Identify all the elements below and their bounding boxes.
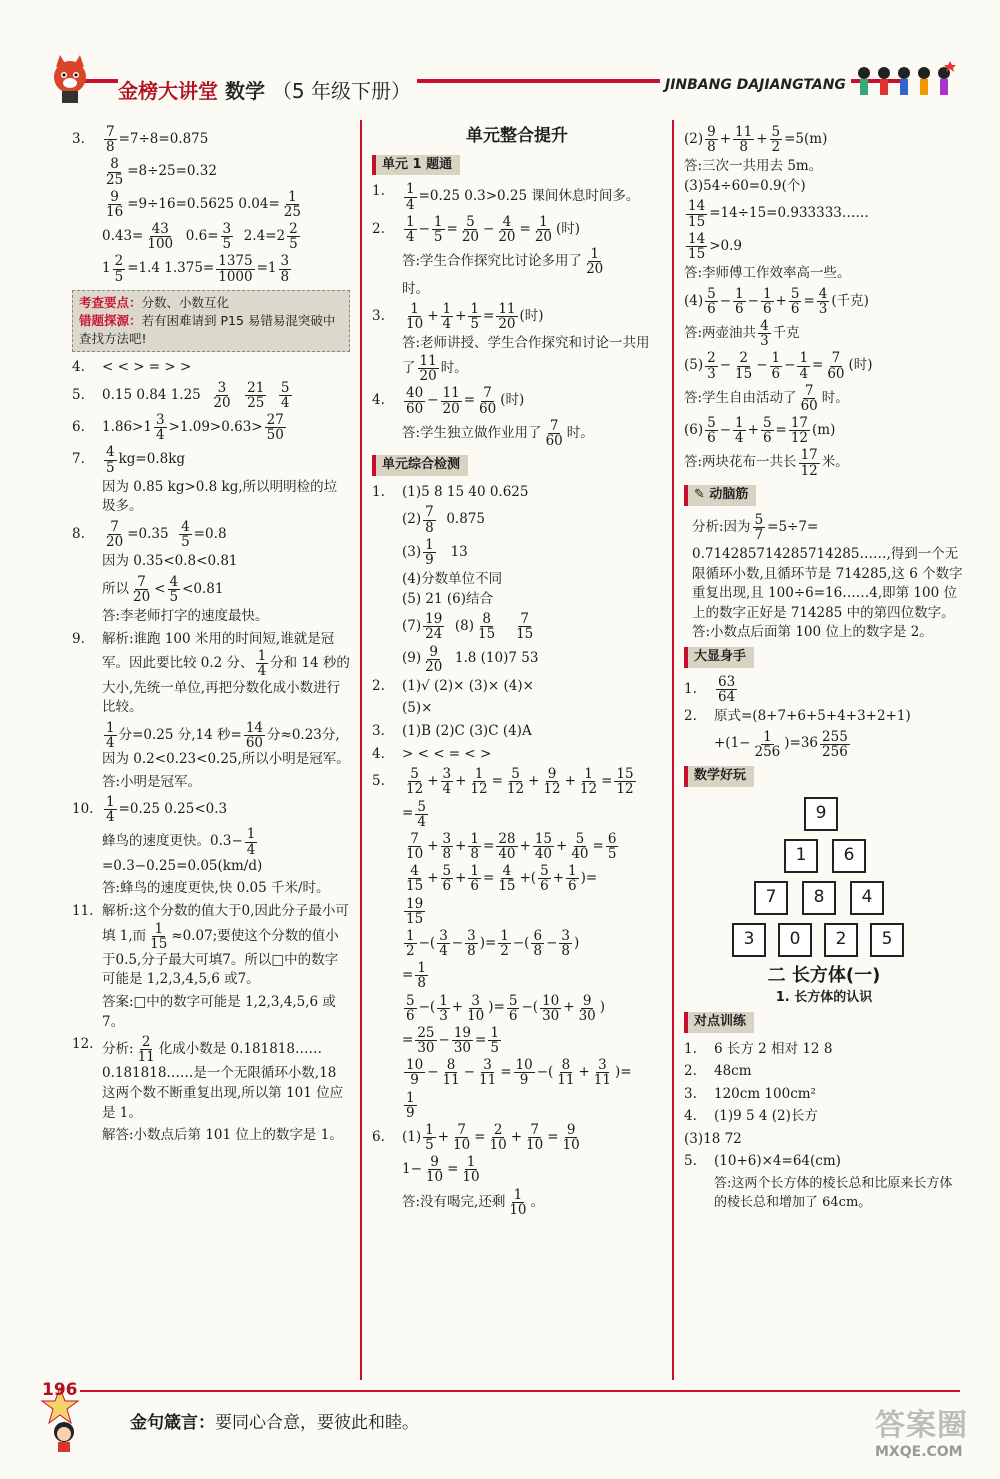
answer-text: 答:李老师打字的速度最快。 [102, 608, 269, 625]
train-answer-5 [684, 1152, 964, 1172]
pyramid-cell: 4 [850, 881, 884, 915]
train-answer-2 [684, 1062, 964, 1082]
answer-4 [72, 358, 350, 378]
item-number: 2. [372, 220, 385, 237]
unit-answer-2: 2. $\frac{1}{4}$ − $\frac{1}{5}$ = $\frac{5}{20}$ − $\frac{4}{20}$ = $\frac{1}{20}$ (时) [372, 213, 581, 245]
answer-text: =0.35 [127, 525, 169, 542]
test-answer-5: 5. $\frac{5}{12}$ + $\frac{3}{4}$ + $\frac{1}{12}$ = $\frac{5}{12}$ + $\frac{9}{12}$ + $\frac{1}{12}$ = $\frac{15}{12}$ [372, 766, 634, 798]
answer-text: 0.43= [102, 227, 144, 244]
answer-line: (5) $\frac{2}{3}$ − $\frac{2}{15}$ − $\frac{1}{6}$ − $\frac{1}{4}$ = $\frac{7}{60}$ (时) [684, 350, 873, 382]
answer-text: 因为 0.35<0.8<0.81 [102, 553, 238, 570]
answer-text: 0.6= [185, 227, 219, 244]
item-number: 6. [72, 418, 85, 435]
item-number: 4. [72, 359, 85, 376]
answer-text: 答:学生自由活动了 [684, 389, 797, 406]
kids-illustration-icon [852, 59, 957, 99]
footer-rule [80, 1390, 960, 1392]
answer-text: (3)18 72 [684, 1130, 742, 1147]
answer-5: 5. 0.15 0.84 1.25 $\frac{3}{20}$ $\frac{21}{25}$ $\frac{5}{4}$ [72, 379, 290, 411]
test-answer-2 [372, 677, 662, 697]
answer-text: 化成小数是 0.181818……0.181818……是一个无限循环小数,18 这两个数不断重复出现,所以第 101 位应是 1。 [102, 1041, 344, 1121]
tip-text: 若有困难请到 P15 易错易混突破中查找方法吧! [79, 312, 336, 346]
item-number: 10. [72, 801, 94, 818]
answer-text: 答:小明是冠军。 [102, 773, 202, 790]
pyramid-cell: 5 [870, 923, 904, 957]
answer-text: 答案:□中的数字可能是 1,2,3,4,5,6 或 7。 [102, 993, 336, 1030]
answer-text: 时。 [402, 280, 429, 297]
item-number: 6. [372, 1128, 385, 1145]
test-answer-4 [372, 745, 662, 765]
page-footer [40, 1380, 960, 1450]
answer-text: =9÷16=0.5625 0.04= [127, 195, 280, 212]
answer-8: 8. $\frac{7}{20}$ =0.35 $\frac{4}{5}$ =0.8 [72, 518, 227, 550]
subject-name: 数学 [224, 79, 265, 103]
answer-text: 千克 [772, 324, 800, 341]
item-number: 11. [72, 902, 94, 919]
lesson-title: 1. 长方体的认识 [775, 989, 873, 1005]
item-number: 12. [72, 1036, 94, 1053]
answer-text: =5÷7= [767, 518, 819, 535]
answer-line: = $\frac{5}{4}$ [402, 798, 426, 830]
watermark-url: MXQE.COM [875, 1444, 963, 1460]
answer-text: =0.25 0.3>0.25 课间休息时间多。 [418, 188, 640, 205]
answer-text: 解析:谁跑 100 米用的时间短,谁就是冠军。因此要比较 0.2 分、 [102, 630, 335, 672]
motto-text: 要同心合意，要彼此和睦。 [215, 1413, 419, 1433]
answer-line: 分析:因为 $\frac{5}{7}$ =5÷7= [692, 511, 819, 543]
train-answer-4 [684, 1107, 964, 1127]
answer-text: 答:学生合作探究比讨论多用了 [402, 253, 583, 270]
answer-text: (10+6)×4=64(cm) [714, 1153, 841, 1170]
answer-line: $\frac{5}{6}$ −( $\frac{1}{3}$ + $\frac{3}{10}$ )= $\frac{5}{6}$ −( $\frac{10}{30}$ + $\frac{9}{30}$ ) [406, 992, 606, 1024]
answer-line: 答:学生独立做作业用了 $\frac{7}{60}$ 时。 [402, 417, 594, 449]
item-number: 5. [684, 1153, 697, 1170]
answer-line: 0.43= $\frac{43}{100}$ 0.6= $\frac{3}{5}$ 2.4=2 $\frac{2}{5}$ [102, 221, 298, 253]
answer-line: $\frac{10}{9}$ − $\frac{8}{11}$ − $\frac{3}{11}$ = $\frac{10}{9}$ −( $\frac{8}{11}$ + $\frac{3}{11}$ )= [406, 1057, 632, 1089]
section-header [684, 485, 756, 506]
brand-name: 金榜大讲堂 [118, 79, 218, 103]
answer-line: 答:学生自由活动了 $\frac{7}{60}$ 时。 [684, 382, 849, 414]
item-number: 2. [684, 1063, 697, 1080]
motto [130, 1408, 419, 1433]
item-number: 5. [72, 386, 85, 403]
answer-text: > < < = < > [402, 745, 492, 762]
answer-line: +(1− $\frac{1}{256}$ )=36 $\frac{255}{256}$ [714, 728, 848, 760]
answer-text: 答:李师傅工作效率高一些。 [684, 265, 851, 282]
answer-text: 答:老师讲授、学生合作探究和讨论一共用了 [402, 335, 650, 377]
answer-line: $\frac{4}{15}$ + $\frac{5}{6}$ + $\frac{1}{6}$ = $\frac{4}{15}$ +( $\frac{5}{6}$ + $\frac{1}{6}$ )= [406, 863, 598, 895]
answer-line: 答:没有喝完,还剩 $\frac{1}{10}$ 。 [402, 1186, 545, 1218]
answer-line: (7) $\frac{19}{24}$ (8) $\frac{8}{15}$ $\frac{7}{15}$ [402, 611, 534, 643]
answer-text: (时) [556, 221, 581, 237]
tip-box [72, 290, 350, 352]
answer-text: (4)分数单位不同 [402, 571, 503, 588]
item-number: 8. [72, 525, 85, 542]
show-answer-2 [684, 707, 964, 727]
column-middle [372, 122, 662, 1220]
girl-avatar-icon [46, 1418, 82, 1454]
show-answer-1: 1. $\frac{63}{64}$ [684, 673, 736, 705]
answer-text: ≈0.07;要使这个分数的值小于0.5,分子最大可填7。所以□中的数字可能是 1,2,3,4,5,6 或7。 [102, 927, 339, 988]
answer-text: (5) 21 (6)结合 [402, 590, 494, 607]
answer-text: 13 [450, 543, 468, 560]
answer-text: =7÷8=0.875 [118, 131, 209, 148]
test-answer-6: 6. (1) $\frac{1}{5}$ + $\frac{7}{10}$ = $\frac{2}{10}$ + $\frac{7}{10}$ = $\frac{9}{10}$ [372, 1121, 580, 1154]
answer-line: 答:老师讲授、学生合作探究和讨论一共用了 $\frac{11}{20}$ 时。 [402, 335, 650, 385]
train-answer-1 [684, 1040, 964, 1060]
answer-line: $\frac{14}{15}$ =14÷15=0.933333…… [688, 198, 869, 230]
answer-9: 9. 解析:谁跑 100 米用的时间短,谁就是冠军。因此要比较 0.2 分、 $\frac{1}{4}$ 分和 14 秒的大小,先统一单位,再把分数化成小数进行比较。 [72, 630, 350, 716]
answer-line: (4) $\frac{5}{6}$ − $\frac{1}{6}$ − $\frac{1}{6}$ + $\frac{5}{6}$ = $\frac{4}{3}$ (千克) [684, 285, 869, 317]
column-divider [672, 120, 674, 1380]
answer-text: =1.4 1.375= [127, 260, 215, 277]
item-number: 9. [72, 630, 85, 647]
item-number: 4. [372, 392, 385, 409]
page-header [40, 55, 960, 105]
answer-text: =0.8 [193, 525, 227, 542]
answer-line: $\frac{19}{15}$ [406, 895, 424, 927]
answer-text: 答:小数点后面第 100 位上的数字是 2。 [692, 624, 933, 641]
answer-text: >1.09>0.63> [168, 419, 263, 436]
tip-text: 分数、小数互化 [141, 294, 230, 310]
answer-line: $\frac{14}{15}$ >0.9 [688, 230, 742, 262]
answer-text: 答:没有喝完,还剩 [402, 1193, 506, 1210]
answer-text: 分=0.25 分,14 秒= [118, 726, 242, 743]
column-right [684, 122, 964, 1213]
answer-text: 时。 [566, 424, 594, 441]
pyramid-cell: 6 [832, 839, 866, 873]
answer-text: 因为 0.85 kg>0.8 kg,所以明明检的垃圾多。 [102, 478, 338, 515]
header-english: JINBANG DAJIANGTANG [660, 77, 851, 93]
answer-text: 分析: [102, 1041, 134, 1058]
pyramid-cell: 2 [824, 923, 858, 957]
answer-line: $\frac{1}{2}$ −( $\frac{3}{4}$ − $\frac{3}{8}$ )= $\frac{1}{2}$ −( $\frac{6}{8}$ − $\frac{3}{8}$ ) [406, 927, 580, 960]
answer-text: 时。 [821, 389, 849, 406]
answer-text: 答:两块花布一共长 [684, 454, 797, 471]
answer-line: $\frac{1}{9}$ [406, 1089, 415, 1121]
answer-text: 1.8 (10)7 53 [454, 650, 539, 667]
answer-text: < < > = > > [102, 359, 192, 376]
item-number: 5. [372, 773, 385, 790]
answer-text: 0.875 [446, 511, 485, 528]
answer-line: 所以 $\frac{7}{20}$ < $\frac{4}{5}$ <0.81 [102, 573, 224, 605]
answer-line: $\frac{1}{4}$ 分=0.25 分,14 秒= $\frac{14}{60}$ 分≈0.23分,因为 0.2<0.23<0.25,所以小明是冠军。 [102, 719, 350, 767]
answer-text: (时) [500, 392, 525, 409]
item-number: 3. [372, 723, 385, 740]
grade-label: （5 年级下册） [271, 79, 412, 103]
answer-line: $\frac{9}{16}$ =9÷16=0.5625 0.04= $\frac{1}{25}$ [106, 188, 301, 220]
column-left [72, 122, 350, 1146]
answer-text: 答:蜂鸟的速度更快,快 0.05 千米/时。 [102, 880, 330, 897]
answer-text: (1)5 8 15 40 0.625 [402, 483, 529, 500]
tip-label: 错题探源： [79, 312, 142, 328]
tip-label: 考查要点： [79, 294, 142, 310]
answer-text: (时) [848, 357, 873, 374]
page-number: 196 [42, 1380, 78, 1400]
item-number: 7. [72, 451, 85, 468]
number-pyramid [684, 797, 964, 957]
answer-text: >0.9 [709, 237, 742, 254]
answer-text: 0.15 0.84 1.25 [102, 386, 201, 403]
answer-text: kg=0.8kg [118, 451, 186, 468]
answer-line: (6) $\frac{5}{6}$ − $\frac{1}{4}$ + $\frac{5}{6}$ = $\frac{17}{12}$ (m) [684, 415, 836, 447]
item-number: 3. [684, 1085, 697, 1102]
answer-text: (1)√ (2)× (3)× (4)× [402, 677, 534, 694]
answer-line: (2) $\frac{7}{8}$ 0.875 [402, 504, 485, 536]
answer-text: (时) [519, 308, 544, 325]
answer-text: 1.86>1 [102, 419, 152, 436]
pyramid-cell: 1 [784, 839, 818, 873]
unit-answer-3: 3. $\frac{1}{10}$ + $\frac{1}{4}$ + $\frac{1}{5}$ = $\frac{11}{20}$ (时) [372, 301, 544, 333]
answer-text: (5)× [402, 700, 433, 717]
pyramid-cell: 0 [778, 923, 812, 957]
item-number: 4. [372, 745, 385, 762]
answer-line: $\frac{8}{25}$ =8÷25=0.32 [106, 156, 217, 188]
answer-line: (2) $\frac{9}{8}$ + $\frac{11}{8}$ + $\frac{5}{2}$ =5(m) [684, 124, 828, 156]
answer-text: 分≈0.23分,因为 0.2<0.23<0.25,所以小明是冠军。 [102, 726, 350, 767]
answer-10: 10. $\frac{1}{4}$ =0.25 0.25<0.3 [72, 794, 228, 826]
answer-text: +(1− [714, 735, 751, 752]
answer-text: (1)B (2)C (3)C (4)A [402, 723, 532, 740]
motto-label: 金句箴言： [130, 1413, 215, 1433]
answer-line: 蜂鸟的速度更快。0.3− $\frac{1}{4}$ =0.3−0.25=0.05(km/d) [102, 826, 263, 874]
section-title: 单元整合提升 [466, 126, 568, 146]
unit-answer-4: 4. $\frac{40}{60}$ − $\frac{11}{20}$ = $\frac{7}{60}$ (时) [372, 385, 525, 417]
answer-text: =0.25 0.25<0.3 [118, 801, 228, 818]
unit-answer-1: 1. $\frac{1}{4}$ =0.25 0.3>0.25 课间休息时间多。 [372, 181, 640, 213]
answer-line: 答:学生合作探究比讨论多用了 $\frac{1}{20}$ [402, 246, 604, 278]
watermark [875, 1400, 968, 1460]
item-number: 1. [684, 680, 697, 697]
item-number: 3. [72, 130, 85, 147]
section-header: 数学好玩 [684, 766, 754, 787]
answer-line: 1− $\frac{9}{10}$ = $\frac{1}{10}$ [402, 1154, 480, 1186]
pyramid-cell: 8 [802, 881, 836, 915]
answer-line: (9) $\frac{9}{20}$ 1.8 (10)7 53 [402, 643, 539, 675]
train-answer-3 [684, 1085, 964, 1105]
answer-11: 11. 解析:这个分数的值大于0,因此分子最小可填 1,而 $\frac{1}{15}$ ≈0.07;要使这个分数的值小于0.5,分子最大可填7。所以□中的数字可能是 1,2,3,4,5,6 或7。 [72, 902, 349, 988]
answer-text: 6 长方 2 相对 12 8 [714, 1040, 833, 1057]
item-number: 1. [372, 483, 385, 500]
answer-line: 1 $\frac{2}{5}$ =1.4 1.375= $\frac{1375}{1000}$ =1 $\frac{3}{8}$ [102, 253, 290, 285]
section-header: 单元 1 题通 [372, 155, 460, 176]
answer-text: 原式=(8+7+6+5+4+3+2+1) [714, 707, 911, 724]
test-answer-3 [372, 722, 662, 742]
answer-text: =5(m) [784, 130, 828, 147]
answer-6: 6. 1.86>1 $\frac{3}{4}$ >1.09>0.63> $\frac{27}{50}$ [72, 412, 284, 444]
section-label: 动脑筋 [709, 486, 749, 502]
answer-12: 12. 分析: $\frac{2}{11}$ 化成小数是 0.181818……0.181818……是一个无限循环小数,18 这两个数不断重复出现,所以第 101 位应是 1。 [72, 1034, 344, 1121]
answer-text: =14÷15=0.933333…… [709, 205, 869, 222]
item-number: 2. [372, 677, 385, 694]
watermark-logo: 答案圈 [875, 1408, 968, 1443]
pyramid-cell: 9 [804, 797, 838, 831]
answer-text: 48cm [714, 1063, 752, 1080]
answer-text: 米。 [821, 454, 849, 471]
chapter-title: 二 长方体(一) [767, 964, 881, 986]
answer-text: =8÷25=0.32 [127, 163, 217, 180]
answer-text: 时。 [440, 360, 468, 377]
answer-text: 120cm 100cm² [714, 1085, 816, 1102]
answer-text: 答:两壶油共 [684, 324, 757, 341]
answer-text: 答:学生独立做作业用了 [402, 424, 542, 441]
answer-text: )=36 [784, 735, 819, 752]
item-number: 1. [684, 1040, 697, 1057]
answer-text: 所以 [102, 580, 129, 597]
item-number: 4. [684, 1108, 697, 1125]
answer-text: 2.4=2 [243, 227, 286, 244]
answer-line: 答:两块花布一共长 $\frac{17}{12}$ 米。 [684, 447, 849, 479]
section-header: 大显身手 [684, 647, 754, 668]
answer-text: 0.714285714285714285……,得到一个无限循环小数,且循环节是 714285,这 6 个数字重复出现,且 100÷6=16……4,即第 100 位上的数字正好是 714285 中的第四位数字。 [692, 545, 963, 621]
answer-line: = $\frac{25}{30}$ − $\frac{19}{30}$ = $\frac{1}{5}$ [402, 1024, 499, 1057]
fox-mascot-icon [40, 55, 100, 105]
answer-text: <0.81 [182, 580, 224, 597]
section-header: 单元综合检测 [372, 455, 468, 476]
answer-text: (3)54÷60=0.9(个) [684, 177, 806, 194]
answer-text: 答:三次一共用去 5m。 [684, 158, 823, 175]
test-answer-1 [372, 483, 662, 503]
answer-7: 7. $\frac{4}{5}$ kg=0.8kg [72, 444, 186, 476]
lightbulb-icon: ✎ [694, 486, 710, 502]
pyramid-cell: 7 [754, 881, 788, 915]
answer-line: = $\frac{1}{8}$ [402, 960, 426, 992]
answer-text: 分析:因为 [692, 518, 751, 535]
item-number: 1. [372, 183, 385, 200]
column-divider [360, 120, 362, 1380]
answer-text: (千克) [831, 292, 869, 309]
answer-line: (3) $\frac{1}{9}$ 13 [402, 536, 468, 568]
header-title [118, 75, 417, 104]
answer-3: 3. $\frac{7}{8}$ =7÷8=0.875 [72, 124, 209, 156]
answer-text: 蜂鸟的速度更快。0.3− [102, 833, 243, 850]
answer-text: 分和 14 秒的大小,先统一单位,再把分数化成小数进行比较。 [102, 655, 350, 716]
item-number: 2. [684, 707, 697, 724]
answer-text: =0.3−0.25=0.05(km/d) [102, 857, 263, 874]
answer-line: $\frac{7}{10}$ + $\frac{3}{8}$ + $\frac{1}{8}$ = $\frac{28}{40}$ + $\frac{15}{40}$ + $\frac{5}{40}$ = $\frac{6}{5}$ [406, 830, 617, 863]
section-header: 对点训练 [684, 1012, 754, 1033]
answer-line: 答:两壶油共 $\frac{4}{3}$ 千克 [684, 318, 800, 350]
answer-text: 解析:这个分数的值大于0,因此分子最小可填 1,而 [102, 902, 349, 944]
answer-text: (1)9 5 4 (2)长方 [714, 1108, 818, 1125]
item-number: 3. [372, 307, 385, 324]
answer-text: =1 [256, 260, 277, 277]
answer-text: 解答:小数点后第 101 位上的数字是 1。 [102, 1127, 343, 1144]
answer-text: 答:这两个长方体的棱长总和比原来长方体的棱长总和增加了 64cm。 [714, 1175, 953, 1210]
pyramid-cell: 3 [732, 923, 766, 957]
answer-text: (m) [812, 421, 836, 438]
